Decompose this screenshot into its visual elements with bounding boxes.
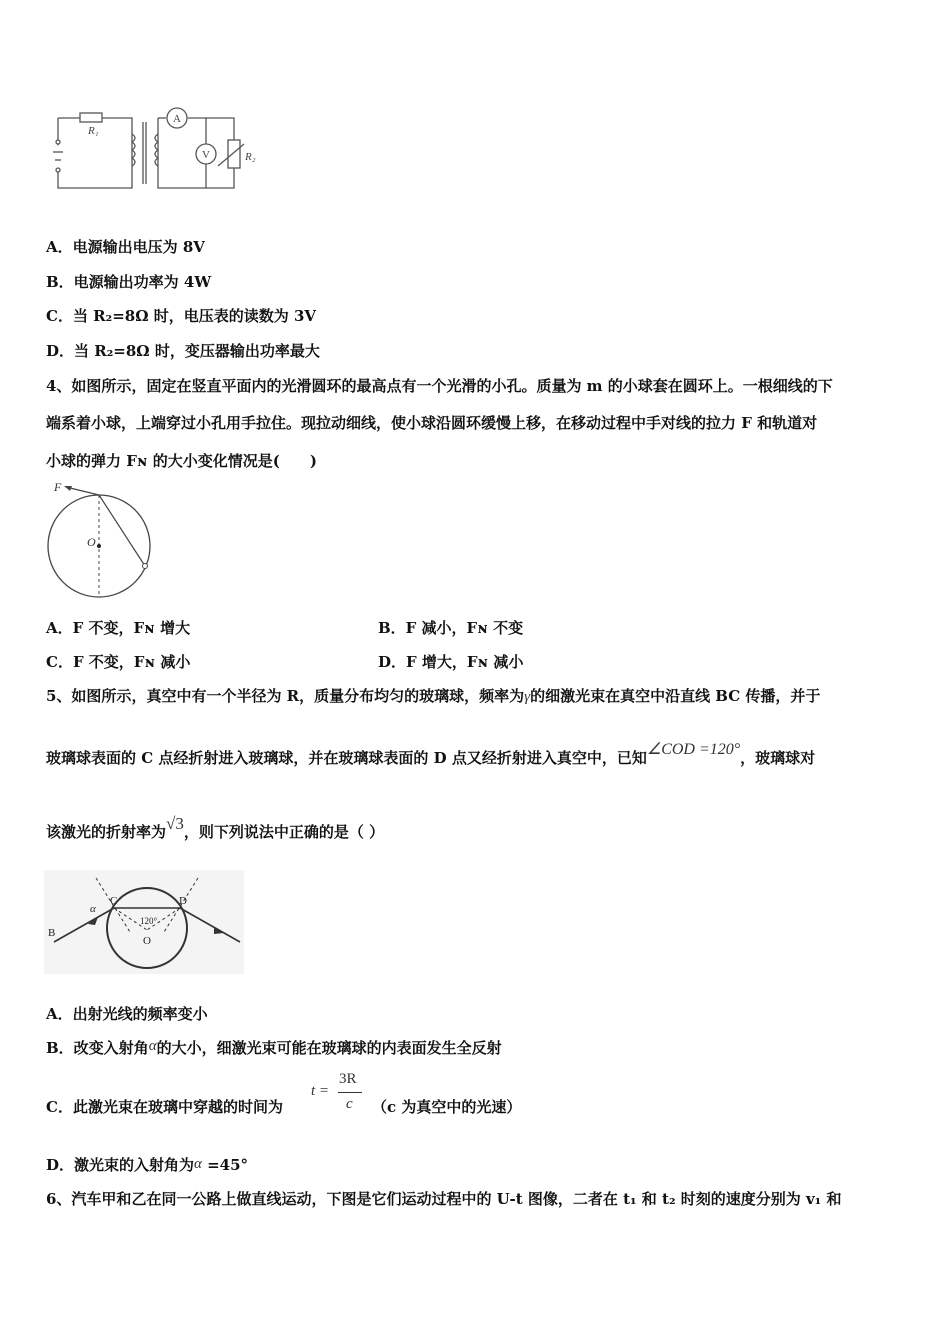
q5-option-c-part2: （c 为真空中的光速） xyxy=(372,1098,522,1116)
q5-option-b xyxy=(46,1037,502,1058)
angle-cod-formula: ∠COD =120° xyxy=(646,741,741,758)
glass-sphere-diagram xyxy=(44,870,244,974)
q4-option-d: D．F 增大，Fɴ 减小 xyxy=(378,653,524,671)
fraction-bar xyxy=(338,1092,362,1093)
frequency-symbol: γ xyxy=(524,689,531,705)
q5-option-a: A．出射光线的频率变小 xyxy=(46,1005,208,1023)
q3-option-a: A．电源输出电压为 8V xyxy=(46,238,205,256)
q5-stem-line3-a: 该激光的折射率为 xyxy=(46,823,167,841)
alpha-symbol-d: α xyxy=(194,1156,202,1172)
q3-option-d: D．当 R₂=8Ω 时，变压器输出功率最大 xyxy=(46,342,320,360)
center-label: O xyxy=(87,535,96,549)
sqrt-three: √3 xyxy=(166,814,184,833)
q5-stem-line1 xyxy=(46,685,820,706)
point-b-label: B xyxy=(48,927,56,939)
point-d-label: D xyxy=(179,895,187,907)
alpha-symbol: α xyxy=(148,1038,157,1054)
transformer-circuit-diagram xyxy=(48,104,268,192)
ammeter-label: A xyxy=(173,113,181,125)
r2-label: R₂ xyxy=(245,151,256,163)
q5-option-d-part2: =45° xyxy=(201,1156,249,1174)
q5-stem-line1-a: 5、如图所示，真空中有一个半径为 R，质量分布均匀的玻璃球，频率为 xyxy=(46,687,525,705)
force-label: F xyxy=(54,480,62,494)
q5-stem-line1-b: 的细激光束在真空中沿直线 BC 传播，并于 xyxy=(530,687,821,705)
fraction-denominator: c xyxy=(346,1096,353,1112)
voltmeter-label: V xyxy=(202,149,210,161)
q4-stem-line3: 小球的弹力 Fɴ 的大小变化情况是( ) xyxy=(46,452,317,470)
q5-option-d-part1: D．激光束的入射角为 xyxy=(46,1156,195,1174)
q4-stem-line1: 4、如图所示，固定在竖直平面内的光滑圆环的最高点有一个光滑的小孔。质量为 m 的小球套在圆环上。一根细线的下 xyxy=(46,377,833,395)
q5-option-b-part1: B．改变入射角 xyxy=(46,1039,149,1057)
q5-stem-line2-b: ，玻璃球对 xyxy=(740,749,816,767)
q5-option-d xyxy=(46,1154,248,1175)
q5-stem-line2-a: 玻璃球表面的 C 点经折射进入玻璃球，并在玻璃球表面的 D 点又经折射进入真空中，已知 xyxy=(46,749,647,767)
q5-stem-line3-b: ，则下列说法中正确的是（ ） xyxy=(183,823,385,841)
q4-option-c: C．F 不变，Fɴ 减小 xyxy=(46,653,191,671)
q5-stem-line3 xyxy=(46,814,385,842)
angle-label: 120° xyxy=(140,916,158,926)
q4-stem-line2: 端系着小球，上端穿过小孔用手拉住。现拉动细线，使小球沿圆环缓慢上移，在移动过程中手对线的拉力 F 和轨道对 xyxy=(46,414,818,432)
point-o-label: O xyxy=(143,935,151,947)
q6-stem-line1: 6、汽车甲和乙在同一公路上做直线运动，下图是它们运动过程中的 U-t 图像，二者在 t₁ 和 t₂ 时刻的速度分别为 v₁ 和 xyxy=(46,1190,842,1208)
time-equals: t = xyxy=(311,1083,330,1099)
r1-label: R₁ xyxy=(88,125,99,137)
q5-stem-line2 xyxy=(46,741,816,768)
q4-option-a: A．F 不变，Fɴ 增大 xyxy=(46,619,191,637)
q5-option-b-part2: 的大小，细激光束可能在玻璃球的内表面发生全反射 xyxy=(156,1039,502,1057)
alpha-label: α xyxy=(90,903,96,915)
q5-option-c-part1: C．此激光束在玻璃中穿越的时间为 xyxy=(46,1098,283,1116)
fraction-numerator: 3R xyxy=(339,1071,357,1087)
q3-option-b: B．电源输出功率为 4W xyxy=(46,273,212,291)
point-c-label: C xyxy=(110,895,118,907)
ring-force-diagram xyxy=(44,478,156,602)
q4-option-b: B．F 减小，Fɴ 不变 xyxy=(378,619,524,637)
q3-option-c: C．当 R₂=8Ω 时，电压表的读数为 3V xyxy=(46,307,317,325)
